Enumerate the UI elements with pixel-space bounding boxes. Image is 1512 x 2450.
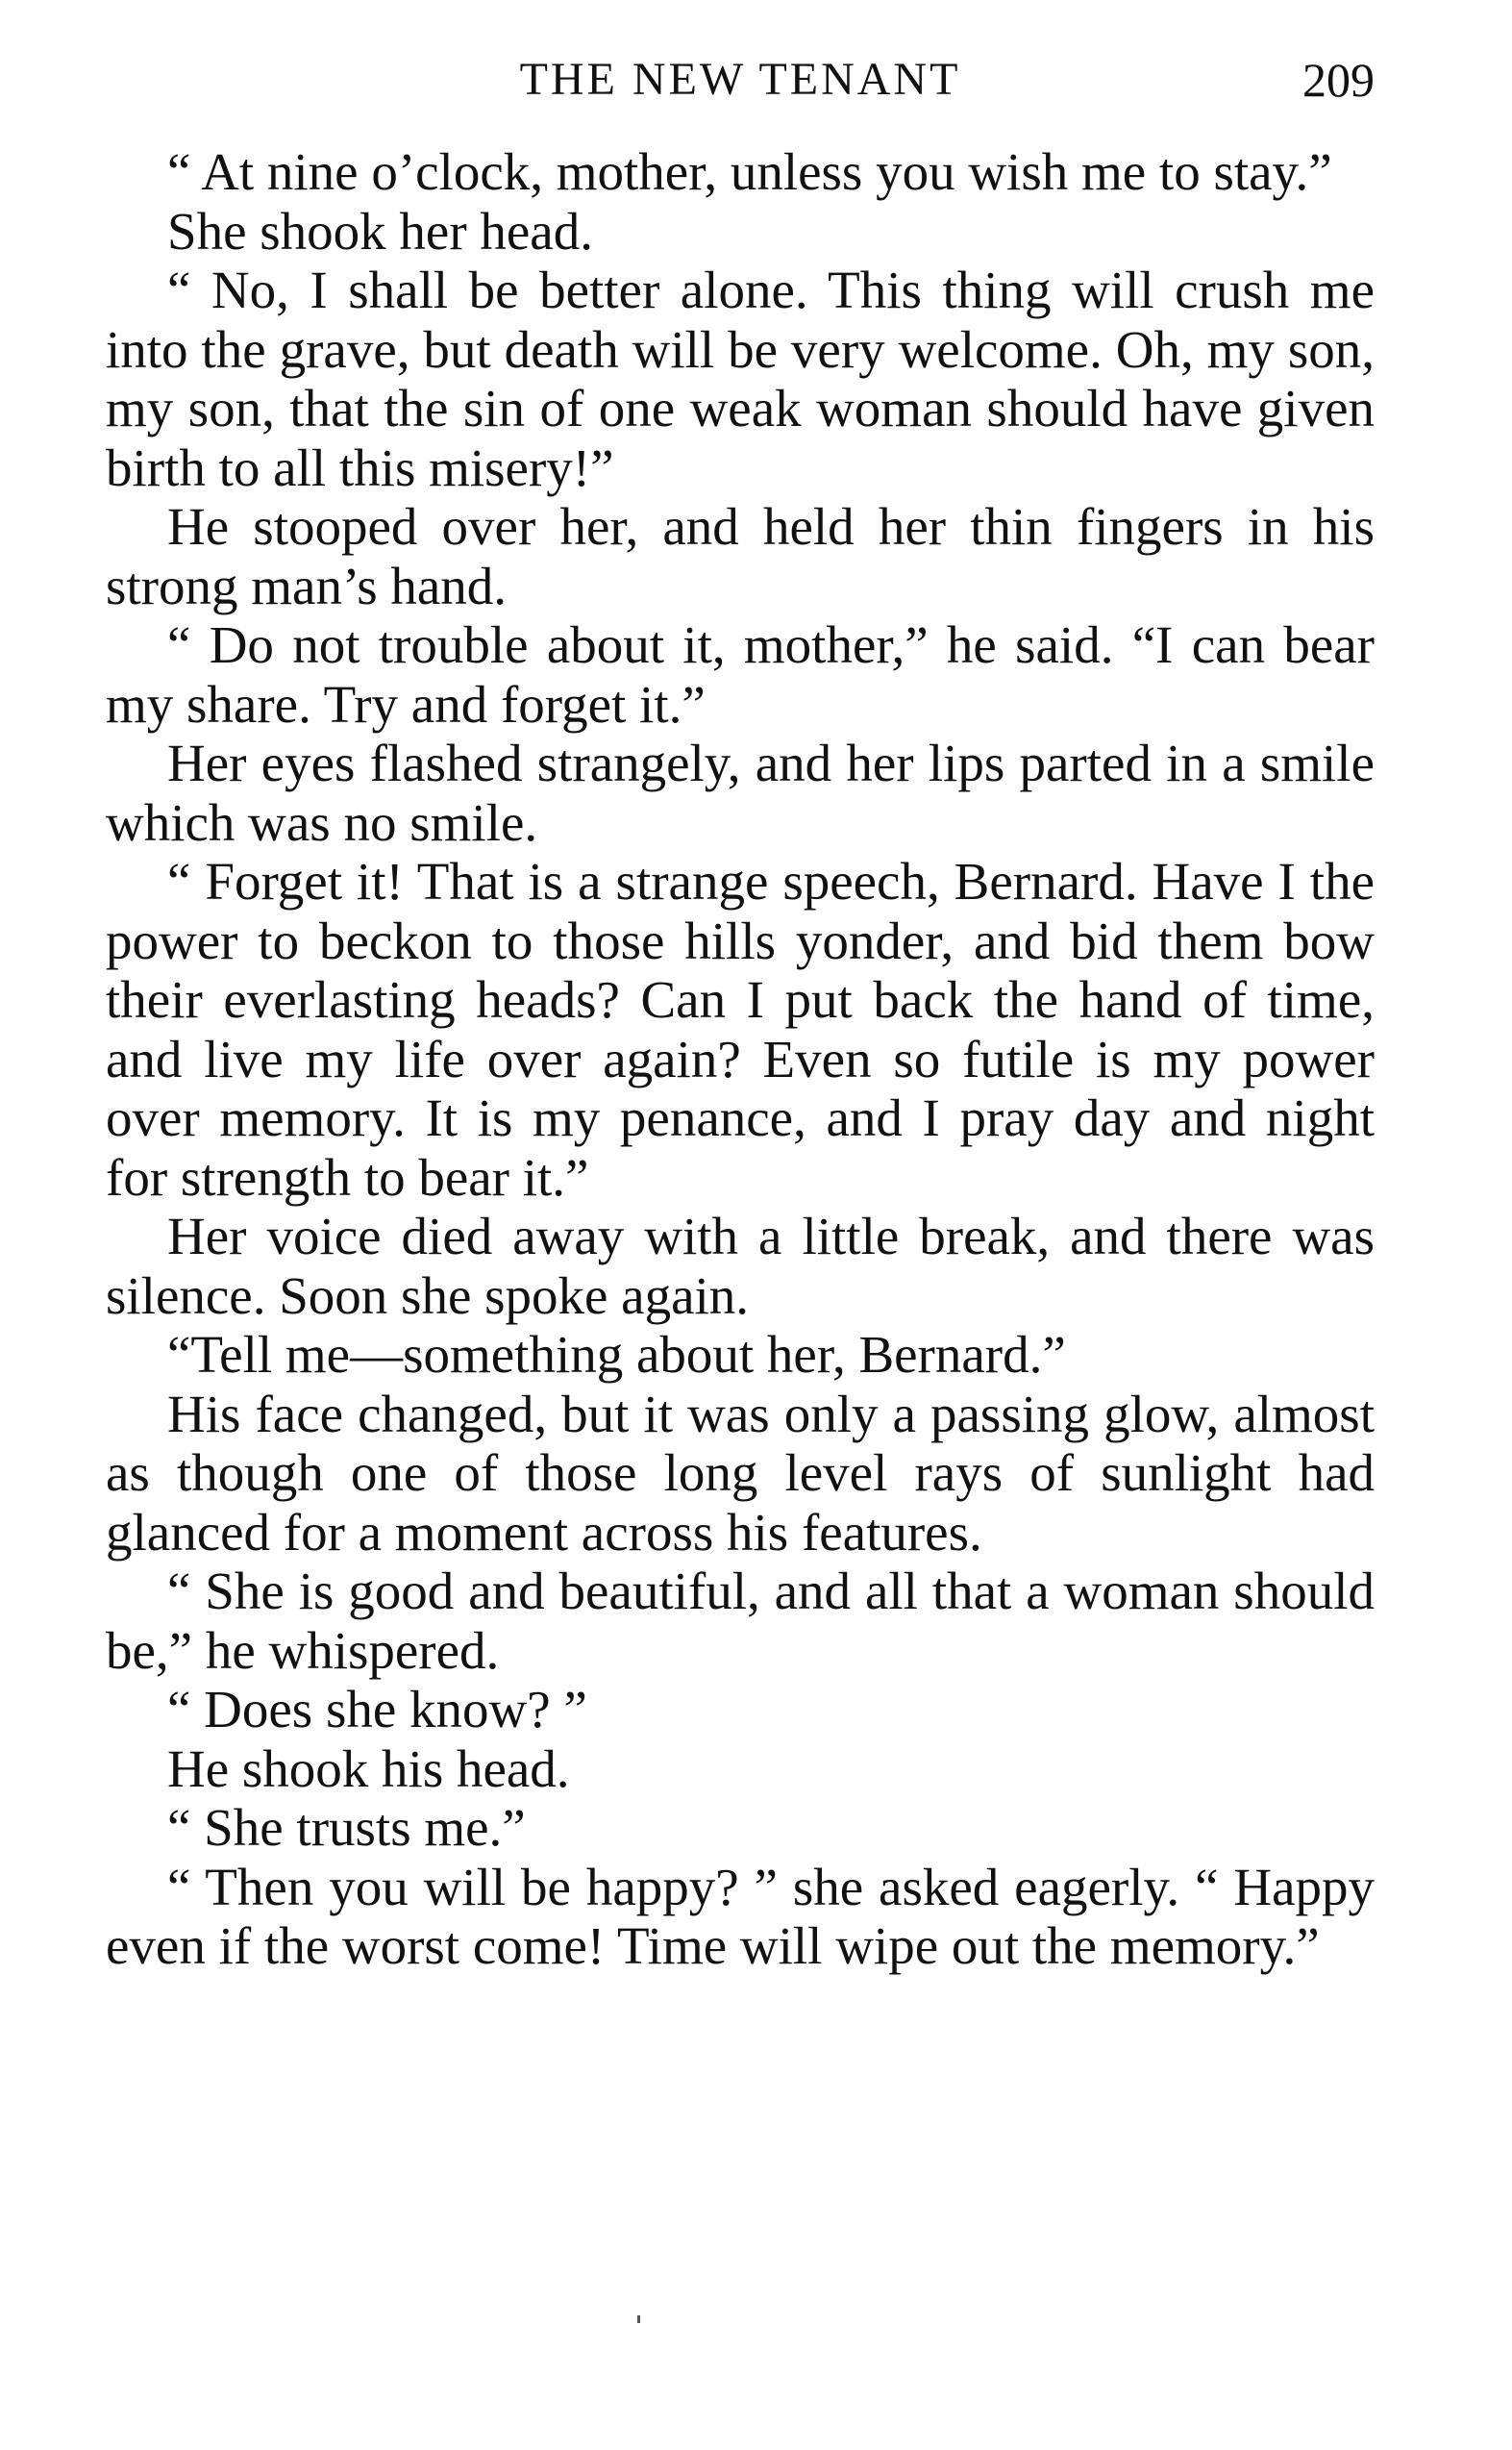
running-title: THE NEW TENANT bbox=[519, 54, 961, 105]
body-text bbox=[106, 142, 1375, 1976]
paragraph: Her voice died away with a little break, and there was silence. Soon she spoke again. bbox=[106, 1207, 1375, 1325]
paragraph: “ Do not trouble about it, mother,” he said. “I can bear my share. Try and forget it.” bbox=[106, 615, 1375, 734]
paragraph: He shook his head. bbox=[167, 1738, 570, 1798]
paragraph: “Tell me—something about her, Bernard.” bbox=[167, 1325, 1066, 1384]
running-head bbox=[106, 46, 1375, 113]
paragraph: He stooped over her, and held her thin fingers in his strong man’s hand. bbox=[106, 497, 1375, 615]
paragraph: His face changed, but it was only a passing glow, almost as though one of those long level rays of sunlight had glanced for a moment across his features. bbox=[106, 1384, 1375, 1562]
print-speck bbox=[637, 2315, 640, 2323]
page-number: 209 bbox=[1302, 53, 1375, 107]
paragraph: “ Then you will be happy? ” she asked eagerly. “ Happy even if the worst come! Time will wipe out the memory.” bbox=[106, 1857, 1375, 1975]
paragraph: She shook her head. bbox=[167, 201, 593, 261]
paragraph: “ She is good and beautiful, and all that a woman should be,” he whispered. bbox=[106, 1562, 1375, 1680]
paragraph: “ Forget it! That is a strange speech, Bernard. Have I the power to beckon to those hills yonder, and bid them bow their everlasting heads? Can I put back the hand of time, and live my life over again? Even so futile is my power over memory. It is my penance, and I pray day and night for strength to bear it.” bbox=[106, 852, 1375, 1207]
paragraph: “ At nine o’clock, mother, unless you wish me to stay.” bbox=[167, 142, 1332, 201]
paragraph: “ Does she know? ” bbox=[167, 1680, 587, 1738]
paragraph: “ She trusts me.” bbox=[167, 1798, 526, 1857]
paragraph: “ No, I shall be better alone. This thing will crush me into the grave, but death will be very welcome. Oh, my son, my son, that the sin of one weak woman should have given birth to all this misery!” bbox=[106, 261, 1375, 497]
paragraph: Her eyes flashed strangely, and her lips parted in a smile which was no smile. bbox=[106, 734, 1375, 852]
